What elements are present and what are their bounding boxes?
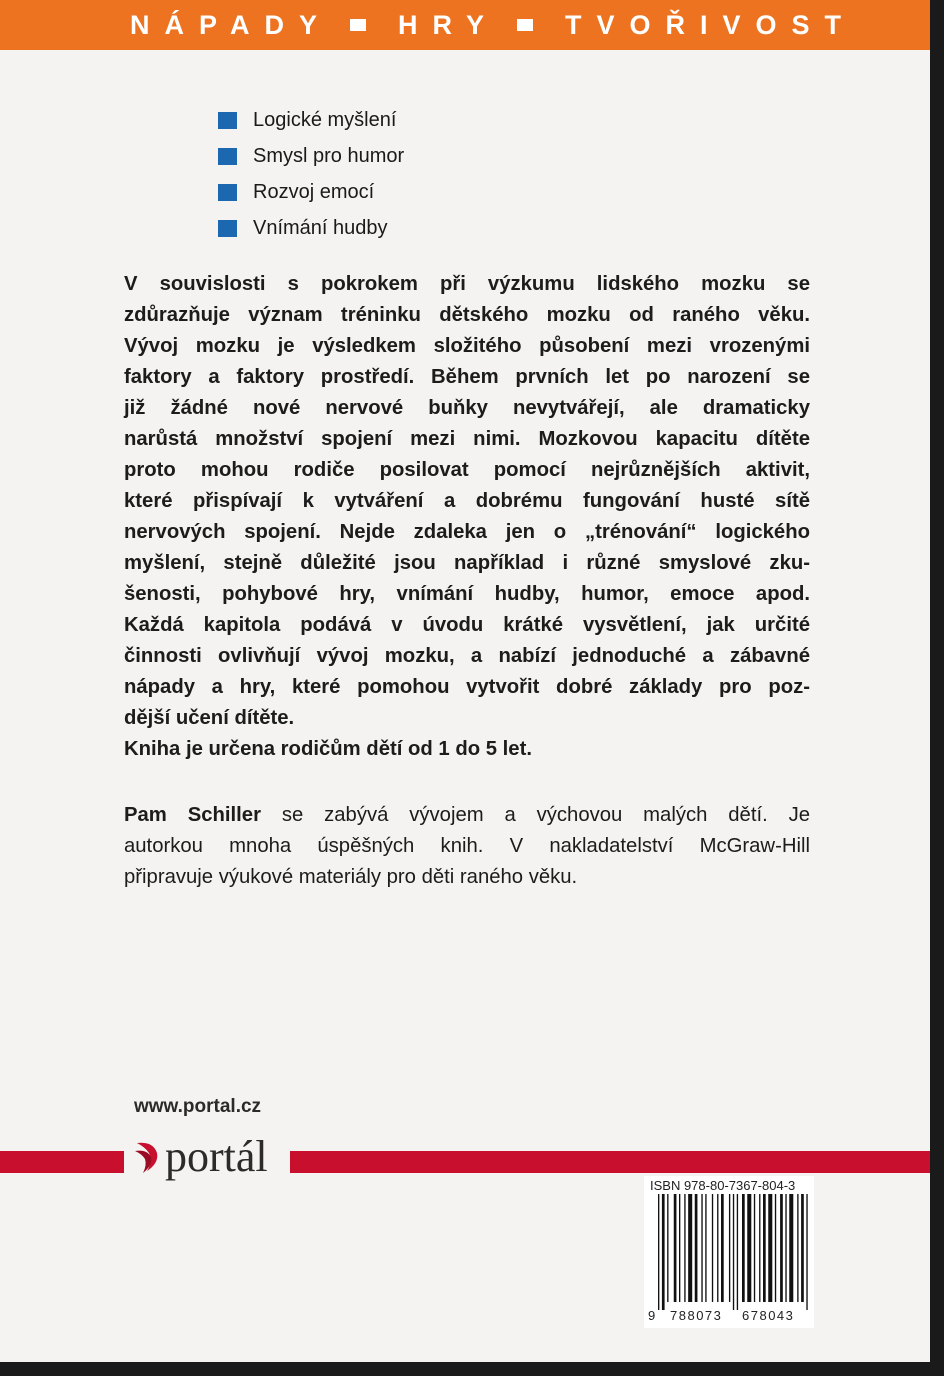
barcode-bars [658, 1194, 808, 1310]
feature-item [218, 102, 404, 138]
barcode-bar [701, 1194, 702, 1302]
barcode-bar [667, 1194, 668, 1302]
square-bullet-icon [218, 220, 237, 237]
barcode-bar [806, 1194, 807, 1310]
author-name: Pam Schiller [124, 804, 261, 826]
description-line: narůstá množství spojení mezi nimi. Mozkovou kapacitu dítěte [124, 428, 810, 450]
publisher-logo [133, 1132, 268, 1182]
barcode-bar [674, 1194, 677, 1302]
barcode-bar [768, 1194, 772, 1302]
square-bullet-icon [218, 112, 237, 129]
barcode-bar [780, 1194, 783, 1302]
feature-label: Smysl pro humor [253, 144, 405, 167]
barcode-bar [729, 1194, 730, 1302]
author-bio-line [124, 800, 810, 831]
description-line: které přispívají k vytváření a dobrému fungování husté sítě [124, 490, 810, 512]
description-line: faktory a faktory prostředí. Během prvních let po narození se [124, 366, 810, 388]
barcode-digit-first: 9 [648, 1308, 656, 1323]
feature-item [218, 138, 404, 174]
feature-item [218, 174, 404, 210]
header-word-hry: HRY [398, 9, 500, 40]
barcode-bar [742, 1194, 745, 1302]
barcode-bar [712, 1194, 713, 1302]
author-bio-line: připravuje výukové materiály pro děti raného věku. [124, 866, 578, 888]
barcode-bar [733, 1194, 734, 1310]
feature-item [218, 210, 404, 246]
red-band-left [0, 1151, 124, 1173]
barcode-bar [684, 1194, 685, 1302]
isbn-number: ISBN 978-80-7367-804-3 [650, 1178, 796, 1193]
isbn-barcode [644, 1192, 814, 1326]
barcode-digits-right: 678043 [742, 1308, 795, 1323]
barcode-bar [695, 1194, 698, 1302]
barcode-bar [747, 1194, 751, 1302]
description-line: šenosti, pohybové hry, vnímání hudby, humor, emoce apod. [124, 583, 810, 605]
feature-label: Vnímání hudby [253, 216, 388, 239]
barcode-bar [759, 1194, 760, 1302]
barcode-bar [763, 1194, 766, 1302]
description-line: zdůrazňuje význam tréninku dětského mozku od raného věku. [124, 304, 810, 326]
header-word-tvorivost: TVOŘIVOST [565, 9, 857, 40]
description-line: činnosti ovlivňují vývoj mozku, a nabízí jednoduché a zábavné [124, 645, 810, 667]
description-line: Vývoj mozku je výsledkem složitého působení mezi vrozenými [124, 335, 810, 357]
book-description [124, 269, 810, 765]
description-line: nervových spojení. Nejde zdaleka jen o „trénování“ logického [124, 521, 810, 543]
description-line: V souvislosti s pokrokem při výzkumu lidského mozku se [124, 273, 810, 295]
barcode-bar [721, 1194, 724, 1302]
square-bullet-icon [218, 148, 237, 165]
description-line: proto mohou rodiče posilovat pomocí nejrůznějších aktivit, [124, 459, 810, 481]
barcode-bar [797, 1194, 798, 1302]
description-line: Kniha je určena rodičům dětí od 1 do 5 let. [124, 738, 532, 760]
header-separator [350, 19, 366, 31]
barcode-bar [662, 1194, 665, 1310]
barcode-digits-left: 788073 [670, 1308, 723, 1323]
feature-label: Logické myšlení [253, 108, 397, 131]
barcode-bar [754, 1194, 755, 1302]
header-word-napady: NÁPADY [130, 9, 333, 40]
description-line: Každá kapitola podává v úvodu krátké vysvětlení, jak určité [124, 614, 810, 636]
red-band-right [290, 1151, 930, 1173]
barcode-bar [789, 1194, 793, 1302]
description-line: dější učení dítěte. [124, 707, 295, 729]
description-line: myšlení, stejně důležité jsou například i různé smyslové zku- [124, 552, 810, 574]
barcode-bar [679, 1194, 680, 1302]
barcode-bar [775, 1194, 776, 1302]
feature-label: Rozvoj emocí [253, 180, 375, 203]
author-bio-line: autorkou mnoha úspěšných knih. V nakladatelství McGraw-Hill [124, 835, 810, 857]
series-header-band [0, 0, 930, 50]
barcode-bar [717, 1194, 718, 1302]
barcode-bar [658, 1194, 659, 1310]
author-bio-text: se zabývá vývojem a výchovou malých dětí. Je [281, 804, 810, 826]
description-line: již žádné nové nervové buňky nevytvářejí, ale dramaticky [124, 397, 810, 419]
feature-list [218, 102, 404, 246]
barcode-bar [705, 1194, 706, 1302]
square-bullet-icon [218, 184, 237, 201]
description-line: nápady a hry, které pomohou vytvořit dobré základy pro poz- [124, 676, 810, 698]
portal-swirl-icon [133, 1137, 161, 1177]
header-separator [517, 19, 533, 31]
author-bio [124, 800, 810, 893]
publisher-website: www.portal.cz [134, 1096, 262, 1117]
publisher-logo-text: portál [165, 1132, 268, 1181]
barcode-bar [737, 1194, 738, 1310]
barcode-bar [785, 1194, 786, 1302]
barcode-bar [801, 1194, 804, 1302]
barcode-bar [688, 1194, 692, 1302]
